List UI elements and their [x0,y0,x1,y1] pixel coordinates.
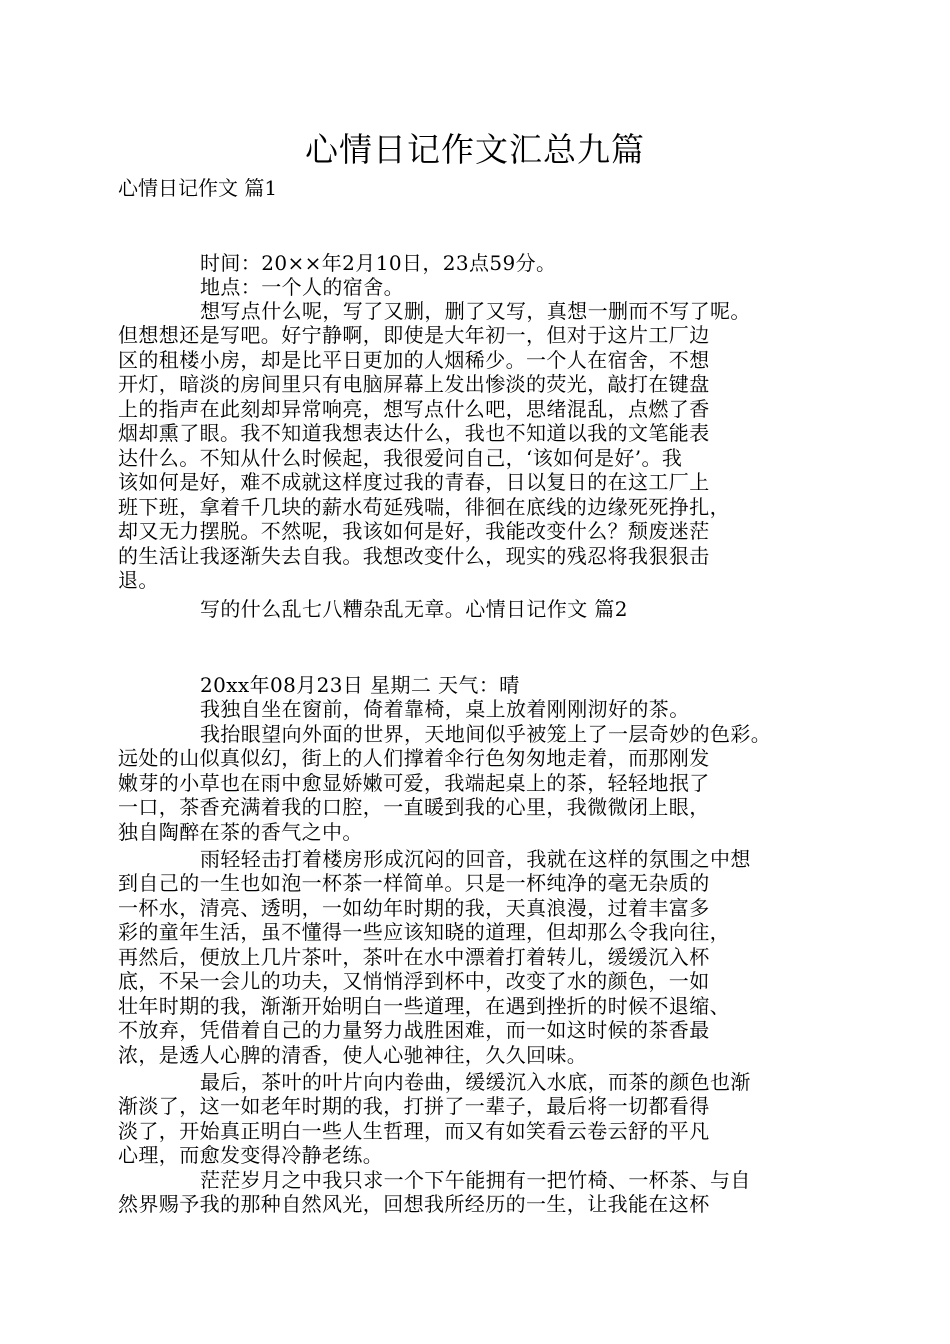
text-line: 想写点什么呢，写了又删，删了又写，真想一删而不写了呢。 [200,299,751,323]
text-line: 雨轻轻击打着楼房形成沉闷的回音，我就在这样的氛围之中想 [200,847,751,871]
text-line: 达什么。不知从什么时候起，我很爱问自己，‘该如何是好’。我 [118,446,683,470]
text-line: 该如何是好，难不成就这样度过我的青春，日以复日的在这工厂上 [118,470,710,494]
document-title: 心情日记作文汇总九篇 [305,130,645,169]
text-line: 彩的童年生活，虽不懂得一些应该知晓的道理，但却那么令我向往， [118,920,730,944]
text-line: 一杯水，清亮、透明，一如幼年时期的我，天真浪漫，过着丰富多 [118,896,710,920]
text-line: 的生活让我逐渐失去自我。我想改变什么，现实的残忍将我狠狠击 [118,544,710,568]
text-line: 班下班，拿着千几块的薪水苟延残喘，徘徊在底线的边缘死死挣扎， [118,495,730,519]
text-line: 地点：一个人的宿舍。 [200,275,404,299]
text-line: 退。 [118,568,159,592]
text-line: 独自陶醉在茶的香气之中。 [118,820,363,844]
text-line: 底，不呆一会儿的功夫，又悄悄浮到杯中，改变了水的颜色，一如 [118,969,710,993]
text-line: 然界赐予我的那种自然风光，回想我所经历的一生，让我能在这杯 [118,1192,710,1216]
text-line: 开灯，暗淡的房间里只有电脑屏幕上发出惨淡的荧光，敲打在键盘 [118,372,710,396]
text-line: 茫茫岁月之中我只求一个下午能拥有一把竹椅、一杯茶、与自 [200,1168,751,1192]
text-line: 嫩芽的小草也在雨中愈显娇嫩可爱，我端起桌上的茶，轻轻地抿了 [118,771,710,795]
text-line: 再然后，便放上几片茶叶，茶叶在水中漂着打着转儿，缓缓沉入杯 [118,945,710,969]
text-line: 20xx年08月23日 星期二 天气：晴 [200,673,520,697]
text-line: 最后，茶叶的叶片向内卷曲，缓缓沉入水底，而茶的颜色也渐 [200,1070,751,1094]
text-line: 写的什么乱七八糟杂乱无章。心情日记作文 篇2 [200,597,628,621]
text-line: 淡了，开始真正明白一些人生哲理，而又有如笑看云卷云舒的平凡 [118,1119,710,1143]
text-line: 烟却熏了眼。我不知道我想表达什么，我也不知道以我的文笔能表 [118,421,710,445]
section-heading: 心情日记作文 篇1 [118,176,278,200]
text-line: 上的指声在此刻却异常响亮，想写点什么吧，思绪混乱，点燃了香 [118,397,710,421]
text-line: 不放弃，凭借着自己的力量努力战胜困难，而一如这时候的茶香最 [118,1018,710,1042]
text-line: 壮年时期的我，渐渐开始明白一些道理，在遇到挫折的时候不退缩、 [118,994,730,1018]
text-line: 时间：20××年2月10日，23点59分。 [200,251,557,275]
text-line: 却又无力摆脱。不然呢，我该如何是好，我能改变什么？颓废迷茫 [118,519,710,543]
text-line: 但想想还是写吧。好宁静啊，即使是大年初一，但对于这片工厂边 [118,323,710,347]
text-line: 一口，茶香充满着我的口腔，一直暖到我的心里，我微微闭上眼， [118,795,710,819]
text-line: 到自己的一生也如泡一杯茶一样简单。只是一杯纯净的毫无杂质的 [118,871,710,895]
text-line: 渐淡了，这一如老年时期的我，打拼了一辈子，最后将一切都看得 [118,1094,710,1118]
text-line: 我抬眼望向外面的世界，天地间似乎被笼上了一层奇妙的色彩。 [200,722,772,746]
text-line: 我独自坐在窗前，倚着靠椅，桌上放着刚刚沏好的茶。 [200,697,690,721]
text-line: 远处的山似真似幻，街上的人们撑着伞行色匆匆地走着，而那刚发 [118,746,710,770]
text-line: 区的租楼小房，却是比平日更加的人烟稀少。一个人在宿舍，不想 [118,348,710,372]
text-line: 心理，而愈发变得冷静老练。 [118,1143,384,1167]
text-line: 浓，是透人心脾的清香，使人心驰神往，久久回味。 [118,1043,588,1067]
